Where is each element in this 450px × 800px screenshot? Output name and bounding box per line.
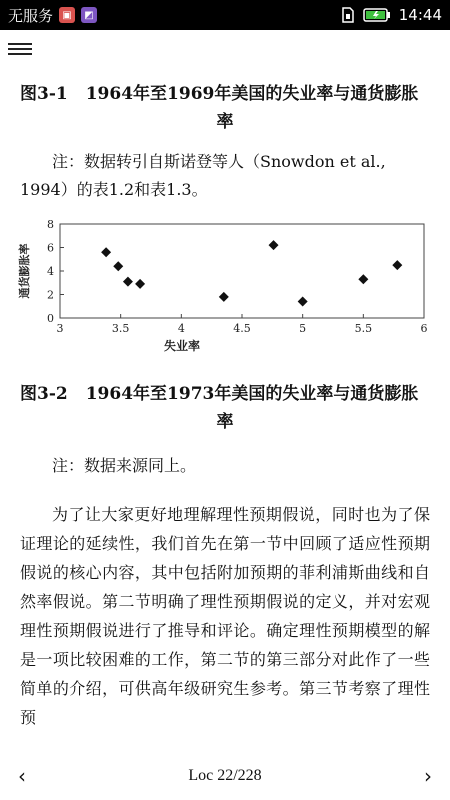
status-bar (0, 0, 450, 30)
x-tick-label: 4 (177, 322, 185, 335)
hamburger-menu-icon[interactable] (8, 40, 32, 60)
chevron-left-icon[interactable]: ‹ (18, 764, 26, 788)
figure-2-title-line2: 率 (216, 412, 234, 432)
figure-1-title-line2: 率 (216, 112, 234, 132)
x-tick-label: 5 (299, 322, 307, 335)
data-point (392, 260, 402, 270)
figure-2-title (20, 380, 430, 436)
scatter-chart-svg (20, 218, 430, 368)
x-tick-label: 3.5 (111, 322, 130, 335)
data-point (219, 292, 229, 302)
y-tick-label: 0 (47, 312, 54, 325)
data-point (135, 279, 145, 289)
notification-app-icon: ▣ (59, 7, 75, 23)
scatter-chart (20, 218, 430, 368)
data-point (269, 240, 279, 250)
figure-1-title-line1: 1964年至1969年美国的失业率与通货膨胀 (85, 84, 419, 104)
figure-2-number: 图3-2 (20, 384, 68, 404)
figure-2-note: 注：数据来源同上。 (52, 456, 197, 475)
data-point (123, 277, 133, 287)
x-tick-label: 4.5 (233, 322, 251, 335)
data-point (113, 261, 123, 271)
x-tick-label: 6 (420, 322, 428, 335)
location-indicator: Loc 22/228 (188, 767, 262, 784)
figure-1-note: 注：数据转引自斯诺登等人（Snowdon et al., 1994）的表1.2和表1.3。 (20, 152, 386, 199)
reader-footer (0, 760, 450, 792)
y-axis-label: 通货膨胀率 (18, 243, 31, 299)
carrier-label: 无服务 (8, 6, 54, 25)
figure-2-title-line1: 1964年至1973年美国的失业率与通货膨胀 (85, 384, 419, 404)
y-tick-label: 4 (47, 265, 54, 278)
gallery-app-icon: ◩ (81, 7, 97, 23)
x-axis-label: 失业率 (163, 339, 201, 353)
y-tick-label: 2 (47, 288, 54, 302)
clock-time: 14:44 (398, 6, 442, 24)
chevron-right-icon[interactable]: › (423, 764, 432, 788)
sim-icon (341, 7, 355, 23)
y-tick-label: 8 (47, 218, 54, 231)
body-paragraph: 为了让大家更好地理解理性预期假说，同时也为了保证理论的延续性，我们首先在第一节中回顾了适应性预期假说的核心内容，其中包括附加预期的菲利浦斯曲线和自然率假说。第二节明确了理性预期假说的定义，并对宏观理性预期假说进行了推导和评论。确定理性预期模型的解是一项比较困难的工作，第二节的第三部分对此作了一些简单的介绍，可供高年级研究生参考。第三节考察了理性预 (20, 505, 430, 727)
book-page-content (20, 80, 430, 732)
battery-icon (363, 8, 391, 22)
data-point (298, 297, 308, 307)
x-tick-label: 5.5 (354, 322, 373, 335)
y-tick-label: 6 (47, 241, 54, 255)
data-point (101, 247, 111, 257)
x-tick-label: 3 (56, 322, 64, 335)
figure-1-title (20, 80, 430, 136)
data-point (358, 274, 368, 284)
plot-frame (60, 224, 424, 318)
figure-1-number: 图3-1 (20, 84, 68, 104)
